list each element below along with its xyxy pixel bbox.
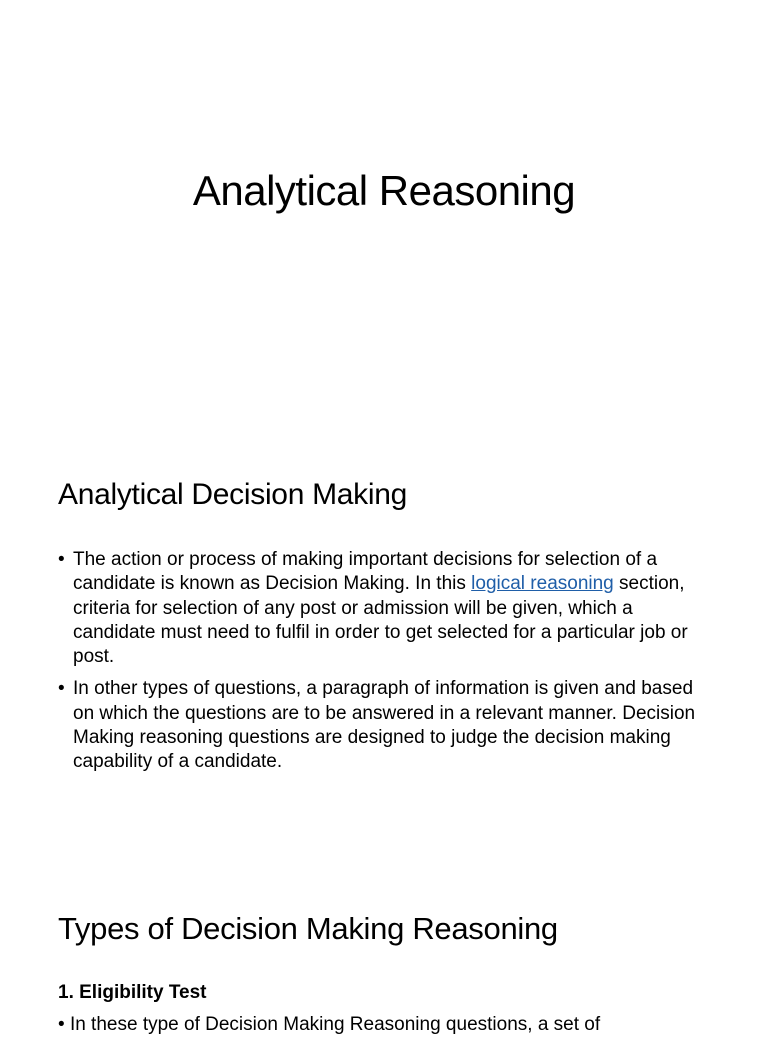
content-slide [0,440,768,872]
title-slide [0,0,768,432]
bullet-list [58,548,718,783]
types-heading: Types of Decision Making Reasoning [58,911,558,946]
bullet-text-pre: The action or process of making important decisions for selection of a candidate is known as Decision Making. In this [73,549,658,595]
bullet-text-post: section, criteria for selection of any post or admission will be given, which a candidate must need to fulfil in order to get selected for a particular job or post. [73,573,688,668]
bullet-item-partial: • In these type of Decision Making Reasoning questions, a set of [58,1014,601,1035]
section-heading: Analytical Decision Making [58,478,408,511]
bullet-item [58,548,718,669]
slide-title: Analytical Reasoning [192,167,576,214]
eligibility-test-subheading: 1. Eligibility Test [58,982,207,1003]
bullet-item: • In other types of questions, a paragraph of information is given and based on which the questions are to be answered in a relevant manner. Decision Making reasoning questions are designed to judge the decision making capability of a candidate. [58,677,718,774]
types-slide [0,880,768,1035]
logical-reasoning-link[interactable]: logical reasoning [471,573,614,595]
bullet-partial-text: In these type of Decision Making Reasoning questions, a set of [69,1014,601,1035]
